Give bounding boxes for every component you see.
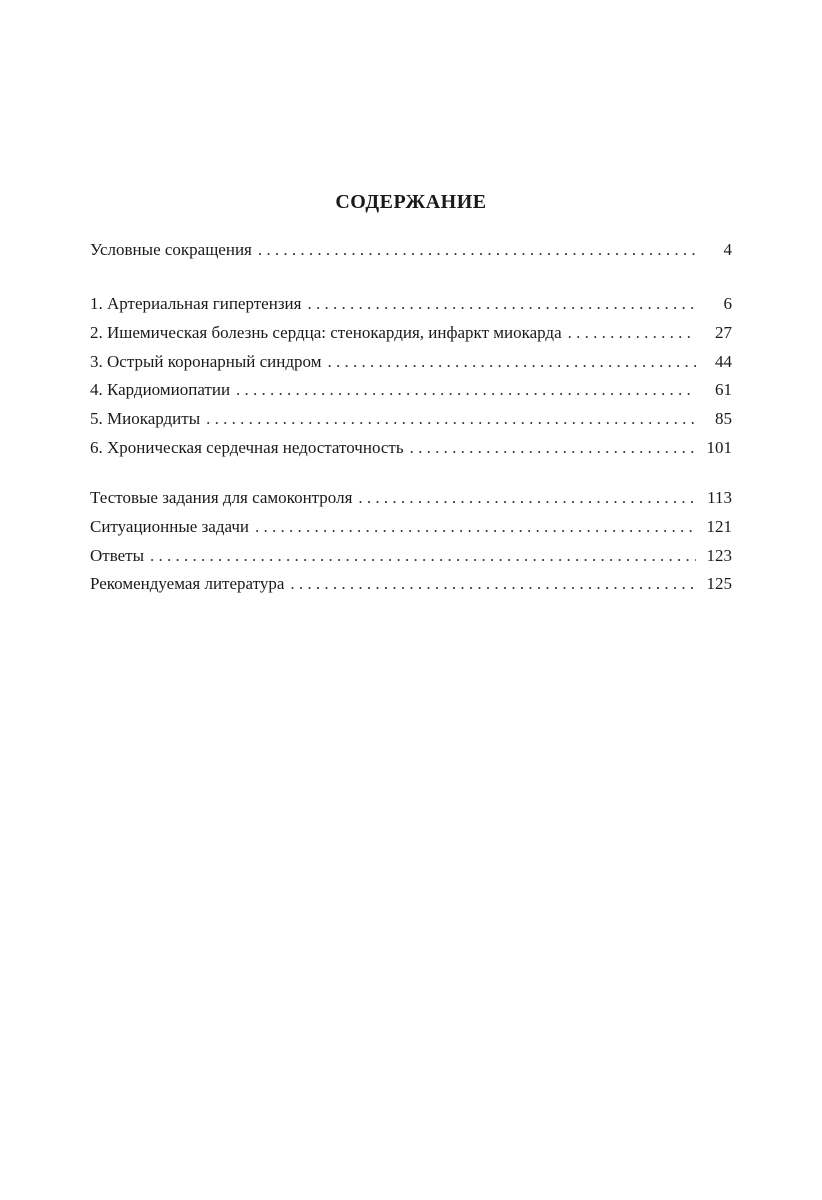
toc-entry-case-tasks[interactable]	[90, 513, 732, 542]
toc-entry-title: 2. Ишемическая болезнь сердца: стенокардия, инфаркт миокарда	[90, 322, 562, 342]
toc-entry-chapter-2[interactable]	[90, 319, 732, 348]
toc-leader-dots	[206, 405, 696, 434]
toc-group-chapters	[90, 290, 732, 463]
toc-entry-title: 6. Хроническая сердечная недостаточность	[90, 437, 404, 457]
toc-group-intro	[90, 236, 732, 265]
toc-entry-title: Рекомендуемая литература	[90, 574, 285, 594]
toc-entry-page: 125	[706, 574, 732, 594]
toc-leader-dots	[327, 348, 696, 377]
toc-leader-dots	[255, 513, 696, 542]
toc-entry-title: 4. Кардиомиопатии	[90, 380, 231, 400]
toc-entry-page: 44	[715, 351, 732, 371]
toc-leader-dots	[150, 542, 696, 571]
toc-leader-dots	[358, 484, 696, 513]
toc-entry-page: 61	[715, 380, 732, 400]
toc-entry-answers[interactable]	[90, 542, 732, 571]
toc-leader-dots	[258, 236, 696, 265]
toc-entry-chapter-3[interactable]	[90, 348, 732, 377]
toc-entry-page: 27	[715, 322, 732, 342]
toc-leader-dots	[236, 376, 696, 405]
toc-heading: СОДЕРЖАНИЕ	[335, 191, 487, 213]
toc-entry-page: 123	[706, 545, 732, 565]
toc-leader-dots	[290, 570, 696, 599]
toc-entry-page: 113	[707, 488, 732, 507]
toc-entry-title: Условные сокращения	[90, 240, 252, 259]
toc-entry-page: 85	[715, 409, 732, 429]
toc-entry-page: 4	[723, 240, 732, 259]
toc-entry-chapter-6[interactable]	[90, 434, 732, 463]
toc-entry-chapter-5[interactable]	[90, 405, 732, 434]
toc-leader-dots	[410, 434, 696, 463]
toc-entry-abbreviations[interactable]	[90, 236, 732, 265]
toc-leader-dots	[568, 319, 696, 348]
toc-entry-title: Ситуационные задачи	[90, 516, 249, 536]
toc-entry-chapter-4[interactable]	[90, 376, 732, 405]
toc-group-back-matter	[90, 484, 732, 599]
toc-entry-title: 5. Миокардиты	[90, 409, 201, 429]
toc-entry-tests[interactable]	[90, 484, 732, 513]
toc-leader-dots	[307, 290, 696, 319]
toc-entry-title: Ответы	[90, 545, 145, 565]
toc-entry-title: Тестовые задания для самоконтроля	[90, 488, 353, 507]
toc-entry-page: 101	[706, 437, 732, 457]
toc-entry-title: 1. Артериальная гипертензия	[90, 294, 302, 313]
toc-entry-literature[interactable]	[90, 570, 732, 599]
toc-entry-title: 3. Острый коронарный синдром	[90, 351, 322, 371]
toc-entry-page: 121	[706, 516, 732, 536]
toc-entry-page: 6	[723, 294, 732, 313]
toc-entry-chapter-1[interactable]	[90, 290, 732, 319]
